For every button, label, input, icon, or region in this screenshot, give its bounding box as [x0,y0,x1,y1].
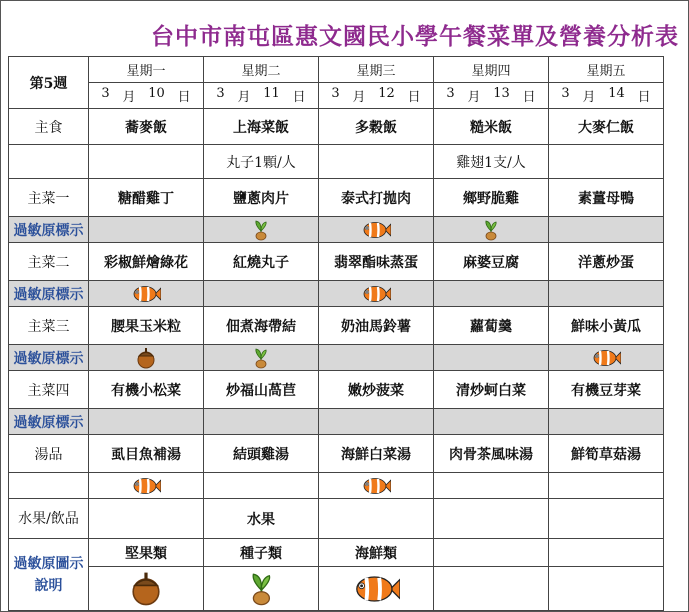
nut-icon [136,350,156,366]
main2-allergy-label: 過敏原標示 [9,281,89,307]
legend-empty-4 [434,539,549,567]
main4-day-2: 炒福山萵苣 [204,371,319,409]
staple-day-1: 蕎麥飯 [89,109,204,145]
main3-label: 主菜三 [9,307,89,345]
main1-day-5: 素薑母鴨 [549,179,664,217]
soup-label: 湯品 [9,435,89,473]
staple-day-5: 大麥仁飯 [549,109,664,145]
main3-day-4: 蘿蔔羹 [434,307,549,345]
main4-day-1: 有機小松菜 [89,371,204,409]
legend-name-seed: 種子類 [204,539,319,567]
soup-allergy-day-4 [434,473,549,499]
main3-allergy-day-3 [319,345,434,371]
staple-note-day-5 [549,145,664,179]
month: 3 [101,86,110,101]
legend-label: 過敏原圖示說明 [9,539,89,611]
main1-day-4: 鄉野脆雞 [434,179,549,217]
main2-allergy-day-5 [549,281,664,307]
soup-day-1: 虱目魚補湯 [89,435,204,473]
main2-day-5: 洋蔥炒蛋 [549,243,664,281]
main1-day-2: 鹽蔥肉片 [204,179,319,217]
main1-allergy-day-2 [204,217,319,243]
month: 3 [446,86,455,101]
soup-allergy-label [9,473,89,499]
seafood-icon [361,222,391,238]
week-label: 第5週 [9,57,89,109]
main1-allergy-day-5 [549,217,664,243]
soup-day-5: 鮮筍草菇湯 [549,435,664,473]
main1-label: 主菜一 [9,179,89,217]
legend-icon-empty-5 [549,567,664,611]
main4-allergy-day-3 [319,409,434,435]
day-unit: 日 [177,90,191,105]
nut-icon [130,581,162,597]
legend-name-seafood: 海鮮類 [319,539,434,567]
main4-allergy-day-4 [434,409,549,435]
main4-day-4: 清炒蚵白菜 [434,371,549,409]
main3-day-1: 腰果玉米粒 [89,307,204,345]
day-date-4 [434,83,549,109]
main2-allergy-day-4 [434,281,549,307]
day-name-1: 星期一 [89,57,204,83]
day: 11 [263,86,280,101]
main2-allergy-day-1 [89,281,204,307]
main4-allergy-label: 過敏原標示 [9,409,89,435]
day: 12 [378,86,395,101]
soup-day-4: 肉骨茶風味湯 [434,435,549,473]
month: 3 [216,86,225,101]
day-name-2: 星期二 [204,57,319,83]
staple-note-day-2: 丸子1顆/人 [204,145,319,179]
main2-day-1: 彩椒鮮燴綠花 [89,243,204,281]
staple-note-day-3 [319,145,434,179]
legend-name-nut: 堅果類 [89,539,204,567]
legend-icon-cell-seed [204,567,319,611]
seafood-icon [361,478,391,494]
fruit-day-5 [549,499,664,539]
seafood-icon [352,581,400,597]
main3-day-5: 鮮味小黃瓜 [549,307,664,345]
main2-label: 主菜二 [9,243,89,281]
month: 3 [561,86,570,101]
day-name-5: 星期五 [549,57,664,83]
day-unit: 日 [637,90,651,105]
month-unit: 月 [352,90,366,105]
fruit-day-2: 水果 [204,499,319,539]
staple-day-4: 糙米飯 [434,109,549,145]
main2-allergy-day-2 [204,281,319,307]
legend-icon-cell-seafood [319,567,434,611]
main3-allergy-day-1 [89,345,204,371]
main1-allergy-day-3 [319,217,434,243]
day-name-3: 星期三 [319,57,434,83]
seed-icon [482,222,500,238]
seed-icon [252,222,270,238]
seed-icon [252,350,270,366]
main3-allergy-day-2 [204,345,319,371]
page-title: 台中市南屯區惠文國民小學午餐菜單及營養分析表 [151,23,679,50]
main2-day-4: 麻婆豆腐 [434,243,549,281]
fruit-day-4 [434,499,549,539]
main4-day-3: 嫩炒菠菜 [319,371,434,409]
main4-allergy-day-5 [549,409,664,435]
staple-note-day-4: 雞翅1支/人 [434,145,549,179]
day: 14 [608,86,625,101]
main3-day-3: 奶油馬鈴薯 [319,307,434,345]
seafood-icon [131,478,161,494]
day: 13 [493,86,510,101]
main4-label: 主菜四 [9,371,89,409]
day-unit: 日 [407,90,421,105]
main4-allergy-day-1 [89,409,204,435]
month-unit: 月 [582,90,596,105]
day-date-3 [319,83,434,109]
main3-allergy-label: 過敏原標示 [9,345,89,371]
month-unit: 月 [237,90,251,105]
staple-note-day-1 [89,145,204,179]
staple-day-2: 上海菜飯 [204,109,319,145]
main1-allergy-day-1 [89,217,204,243]
fruit-day-3 [319,499,434,539]
legend-empty-5 [549,539,664,567]
main1-day-1: 糖醋雞丁 [89,179,204,217]
fruit-label: 水果/飲品 [9,499,89,539]
main2-allergy-day-3 [319,281,434,307]
menu-table [8,56,664,611]
day-date-2 [204,83,319,109]
soup-day-3: 海鮮白菜湯 [319,435,434,473]
staple-label: 主食 [9,109,89,145]
soup-day-2: 結頭雞湯 [204,435,319,473]
legend-icon-cell-nut [89,567,204,611]
day: 10 [148,86,165,101]
main2-day-2: 紅燒丸子 [204,243,319,281]
main3-allergy-day-5 [549,345,664,371]
main1-allergy-label: 過敏原標示 [9,217,89,243]
staple-day-3: 多穀飯 [319,109,434,145]
seafood-icon [361,286,391,302]
soup-allergy-day-2 [204,473,319,499]
soup-allergy-day-1 [89,473,204,499]
legend-icon-empty-4 [434,567,549,611]
main3-allergy-day-4 [434,345,549,371]
day-unit: 日 [522,90,536,105]
month-unit: 月 [467,90,481,105]
seafood-icon [131,286,161,302]
seafood-icon [591,350,621,366]
staple-note-label [9,145,89,179]
day-unit: 日 [292,90,306,105]
fruit-day-1 [89,499,204,539]
main1-day-3: 泰式打拋肉 [319,179,434,217]
day-date-1 [89,83,204,109]
main4-allergy-day-2 [204,409,319,435]
day-name-4: 星期四 [434,57,549,83]
main1-allergy-day-4 [434,217,549,243]
day-date-5 [549,83,664,109]
month-unit: 月 [122,90,136,105]
seed-icon [247,581,276,597]
month: 3 [331,86,340,101]
main3-day-2: 佃煮海帶結 [204,307,319,345]
soup-allergy-day-5 [549,473,664,499]
main2-day-3: 翡翠酯味蒸蛋 [319,243,434,281]
main4-day-5: 有機豆芽菜 [549,371,664,409]
soup-allergy-day-3 [319,473,434,499]
